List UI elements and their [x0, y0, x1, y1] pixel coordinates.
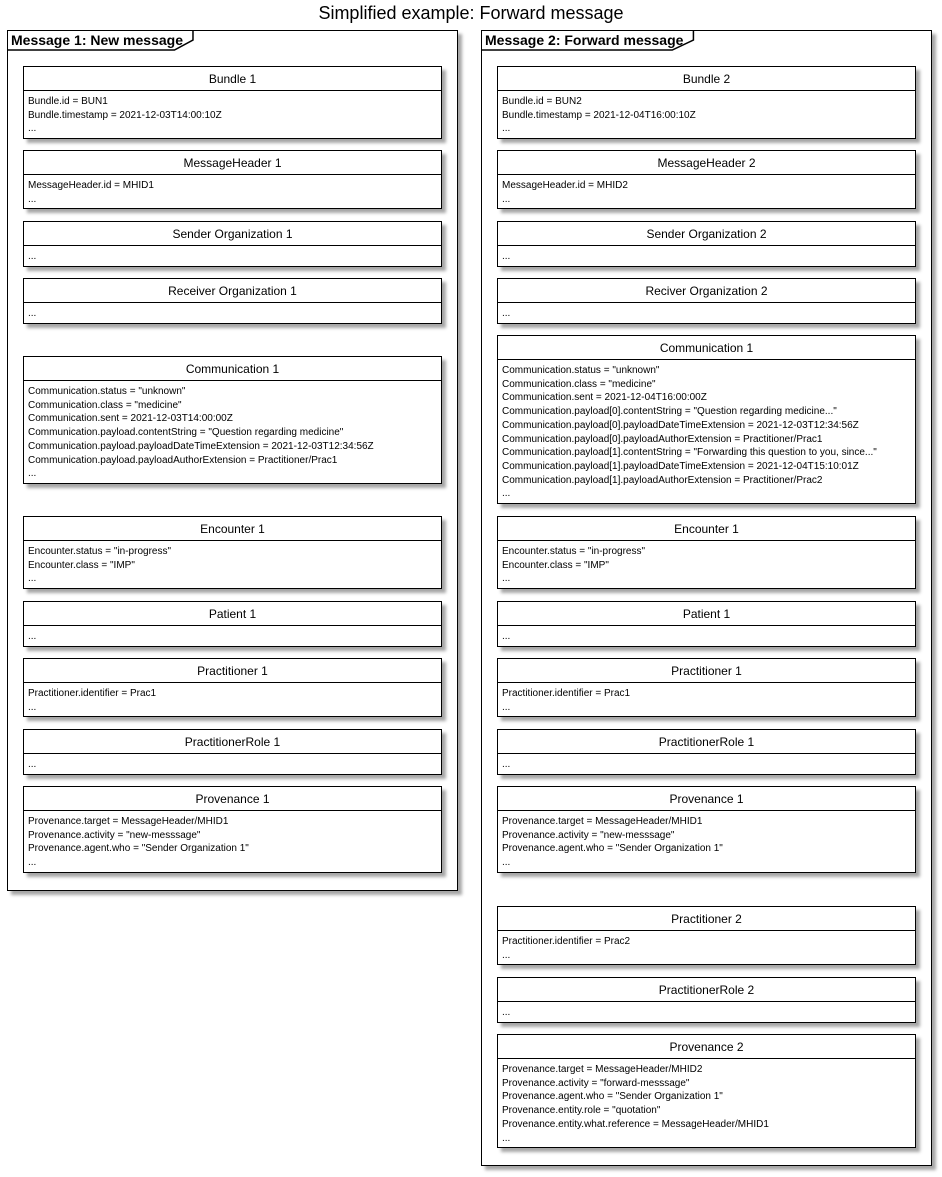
field-line: Practitioner.identifier = Prac1	[502, 688, 631, 699]
resource-box-fields	[24, 91, 441, 136]
field-line: ...	[502, 123, 511, 135]
resource-box-fields	[24, 626, 441, 644]
resource-box-title: PractitionerRole 1	[24, 730, 441, 754]
field-line: Provenance.entity.role = "quotation"	[502, 1105, 661, 1117]
resource-box-sender-organization-2	[497, 221, 916, 267]
field-line: ...	[502, 193, 511, 205]
field-line: Communication.payload.payloadDateTimeExtension = 2021-12-03T12:34:56Z	[28, 440, 374, 452]
frame-label-tab	[8, 31, 193, 50]
resource-box-fields	[498, 360, 915, 501]
resource-box-practitionerrole-1	[497, 729, 916, 775]
field-line: Provenance.target = MessageHeader/MHID1	[502, 816, 703, 827]
field-line: Practitioner.identifier = Prac2	[502, 936, 631, 947]
resource-box-title: Practitioner 1	[24, 659, 441, 683]
resource-box-communication-1	[497, 335, 916, 504]
field-line: Provenance.activity = "new-messsage"	[502, 829, 675, 841]
field-line: Communication.payload[1].payloadDateTimeExtension = 2021-12-04T15:10:01Z	[502, 460, 859, 472]
field-line: ...	[28, 123, 37, 135]
resource-box-encounter-1	[23, 516, 442, 589]
frame-label: Message 2: Forward message	[485, 32, 684, 48]
resource-box-practitioner-2	[497, 906, 916, 965]
field-line: Communication.payload[0].contentString = "Question regarding medicine..."	[502, 406, 837, 418]
resource-box-fields	[24, 811, 441, 870]
field-line: Provenance.activity = "forward-messsage"	[502, 1077, 690, 1089]
field-line: Encounter.status = "in-progress"	[28, 546, 172, 557]
resource-box-bundle-2	[497, 66, 916, 139]
resource-box-practitionerrole-2	[497, 977, 916, 1023]
resource-box-fields	[24, 246, 441, 264]
resource-box-fields	[24, 303, 441, 321]
field-line: ...	[502, 857, 511, 869]
field-line: Practitioner.identifier = Prac1	[28, 688, 157, 699]
resource-box-fields	[24, 541, 441, 586]
field-line: MessageHeader.id = MHID2	[502, 180, 628, 191]
field-line: Communication.payload[1].contentString = "Forwarding this question to you, since..."	[502, 447, 877, 459]
resource-box-provenance-1	[23, 786, 442, 873]
frame-label-tab	[482, 31, 693, 50]
field-line: ...	[502, 488, 511, 500]
resource-box-title: Patient 1	[24, 602, 441, 626]
field-line: Communication.class = "medicine"	[28, 399, 182, 411]
resource-box-title: Patient 1	[498, 602, 915, 626]
resource-box-title: Provenance 1	[498, 787, 915, 811]
resource-box-title: Bundle 2	[498, 67, 915, 91]
field-line: ...	[28, 857, 37, 869]
resource-box-fields	[24, 754, 441, 772]
field-line: ...	[28, 468, 37, 480]
field-line: MessageHeader.id = MHID1	[28, 180, 154, 191]
resource-box-practitioner-1	[23, 658, 442, 717]
field-line: Provenance.activity = "new-messsage"	[28, 829, 201, 841]
field-line: ...	[502, 631, 511, 642]
resource-box-provenance-2	[497, 1034, 916, 1148]
field-line: ...	[502, 251, 511, 262]
field-line: Provenance.agent.who = "Sender Organization 1"	[28, 843, 249, 855]
diagram-title: Simplified example: Forward message	[318, 3, 624, 23]
resource-box-title: Encounter 1	[498, 517, 915, 541]
resource-box-fields	[498, 931, 915, 962]
resource-box-fields	[498, 541, 915, 586]
resource-box-fields	[24, 381, 441, 481]
field-line: ...	[502, 1132, 511, 1144]
resource-box-encounter-1	[497, 516, 916, 589]
resource-box-title: MessageHeader 2	[498, 151, 915, 175]
field-line: Provenance.entity.what.reference = MessageHeader/MHID1	[502, 1118, 769, 1130]
resource-box-fields	[498, 754, 915, 772]
resource-box-fields	[498, 626, 915, 644]
resource-box-title: PractitionerRole 1	[498, 730, 915, 754]
resource-box-provenance-1	[497, 786, 916, 873]
resource-box-messageheader-1	[23, 150, 442, 209]
field-line: Bundle.id = BUN1	[28, 96, 108, 107]
resource-box-title: Sender Organization 2	[498, 222, 915, 246]
field-line: Communication.sent = 2021-12-04T16:00:00Z	[502, 392, 707, 404]
field-line: Communication.payload.payloadAuthorExtension = Practitioner/Prac1	[28, 454, 338, 466]
field-line: ...	[28, 308, 37, 319]
field-line: ...	[502, 308, 511, 319]
resource-box-receiver-organization-1	[23, 278, 442, 324]
resource-box-fields	[498, 175, 915, 206]
resource-box-sender-organization-1	[23, 221, 442, 267]
field-line: Provenance.target = MessageHeader/MHID2	[502, 1064, 703, 1075]
field-line: Communication.payload.contentString = "Question regarding medicine"	[28, 427, 344, 439]
field-line: ...	[502, 573, 511, 585]
field-line: Communication.class = "medicine"	[502, 378, 656, 390]
resource-box-messageheader-2	[497, 150, 916, 209]
field-line: Communication.payload[1].payloadAuthorExtension = Practitioner/Prac2	[502, 474, 823, 486]
resource-box-title: Provenance 2	[498, 1035, 915, 1059]
resource-box-title: PractitionerRole 2	[498, 978, 915, 1002]
resource-box-patient-1	[497, 601, 916, 647]
field-line: ...	[28, 759, 37, 770]
resource-box-fields	[498, 1002, 915, 1020]
resource-box-title: Receiver Organization 1	[24, 279, 441, 303]
resource-box-title: Communication 1	[24, 357, 441, 381]
resource-box-fields	[498, 91, 915, 136]
field-line: Encounter.status = "in-progress"	[502, 546, 646, 557]
field-line: Communication.sent = 2021-12-03T14:00:00Z	[28, 413, 233, 425]
field-line: ...	[28, 251, 37, 262]
field-line: ...	[28, 193, 37, 205]
field-line: Provenance.agent.who = "Sender Organization 1"	[502, 843, 723, 855]
field-line: Provenance.target = MessageHeader/MHID1	[28, 816, 229, 827]
resource-box-practitionerrole-1	[23, 729, 442, 775]
resource-box-bundle-1	[23, 66, 442, 139]
resource-box-title: Bundle 1	[24, 67, 441, 91]
resource-box-reciver-organization-2	[497, 278, 916, 324]
resource-box-title: MessageHeader 1	[24, 151, 441, 175]
resource-box-practitioner-1	[497, 658, 916, 717]
field-line: ...	[28, 701, 37, 713]
resource-box-patient-1	[23, 601, 442, 647]
resource-box-title: Provenance 1	[24, 787, 441, 811]
field-line: ...	[28, 631, 37, 642]
resource-box-title: Communication 1	[498, 336, 915, 360]
resource-box-title: Practitioner 1	[498, 659, 915, 683]
resource-box-title: Encounter 1	[24, 517, 441, 541]
resource-box-fields	[498, 683, 915, 714]
frame-label: Message 1: New message	[11, 32, 183, 48]
field-line: ...	[28, 573, 37, 585]
field-line: ...	[502, 949, 511, 961]
resource-box-communication-1	[23, 356, 442, 484]
field-line: ...	[502, 759, 511, 770]
resource-box-fields	[24, 175, 441, 206]
resource-box-fields	[498, 303, 915, 321]
field-line: Communication.status = "unknown"	[502, 365, 660, 376]
resource-box-title: Practitioner 2	[498, 907, 915, 931]
field-line: Communication.payload[0].payloadAuthorExtension = Practitioner/Prac1	[502, 433, 823, 445]
resource-box-fields	[498, 246, 915, 264]
field-line: Bundle.timestamp = 2021-12-04T16:00:10Z	[502, 109, 696, 121]
field-line: ...	[502, 701, 511, 713]
resource-box-title: Sender Organization 1	[24, 222, 441, 246]
resource-box-fields	[498, 811, 915, 870]
field-line: Encounter.class = "IMP"	[28, 559, 135, 571]
field-line: Provenance.agent.who = "Sender Organization 1"	[502, 1091, 723, 1103]
field-line: ...	[502, 1007, 511, 1018]
resource-box-fields	[24, 683, 441, 714]
field-line: Encounter.class = "IMP"	[502, 559, 609, 571]
field-line: Bundle.id = BUN2	[502, 96, 582, 107]
field-line: Communication.status = "unknown"	[28, 386, 186, 397]
field-line: Bundle.timestamp = 2021-12-03T14:00:10Z	[28, 109, 222, 121]
resource-box-fields	[498, 1059, 915, 1145]
field-line: Communication.payload[0].payloadDateTimeExtension = 2021-12-03T12:34:56Z	[502, 419, 859, 431]
resource-box-title: Reciver Organization 2	[498, 279, 915, 303]
